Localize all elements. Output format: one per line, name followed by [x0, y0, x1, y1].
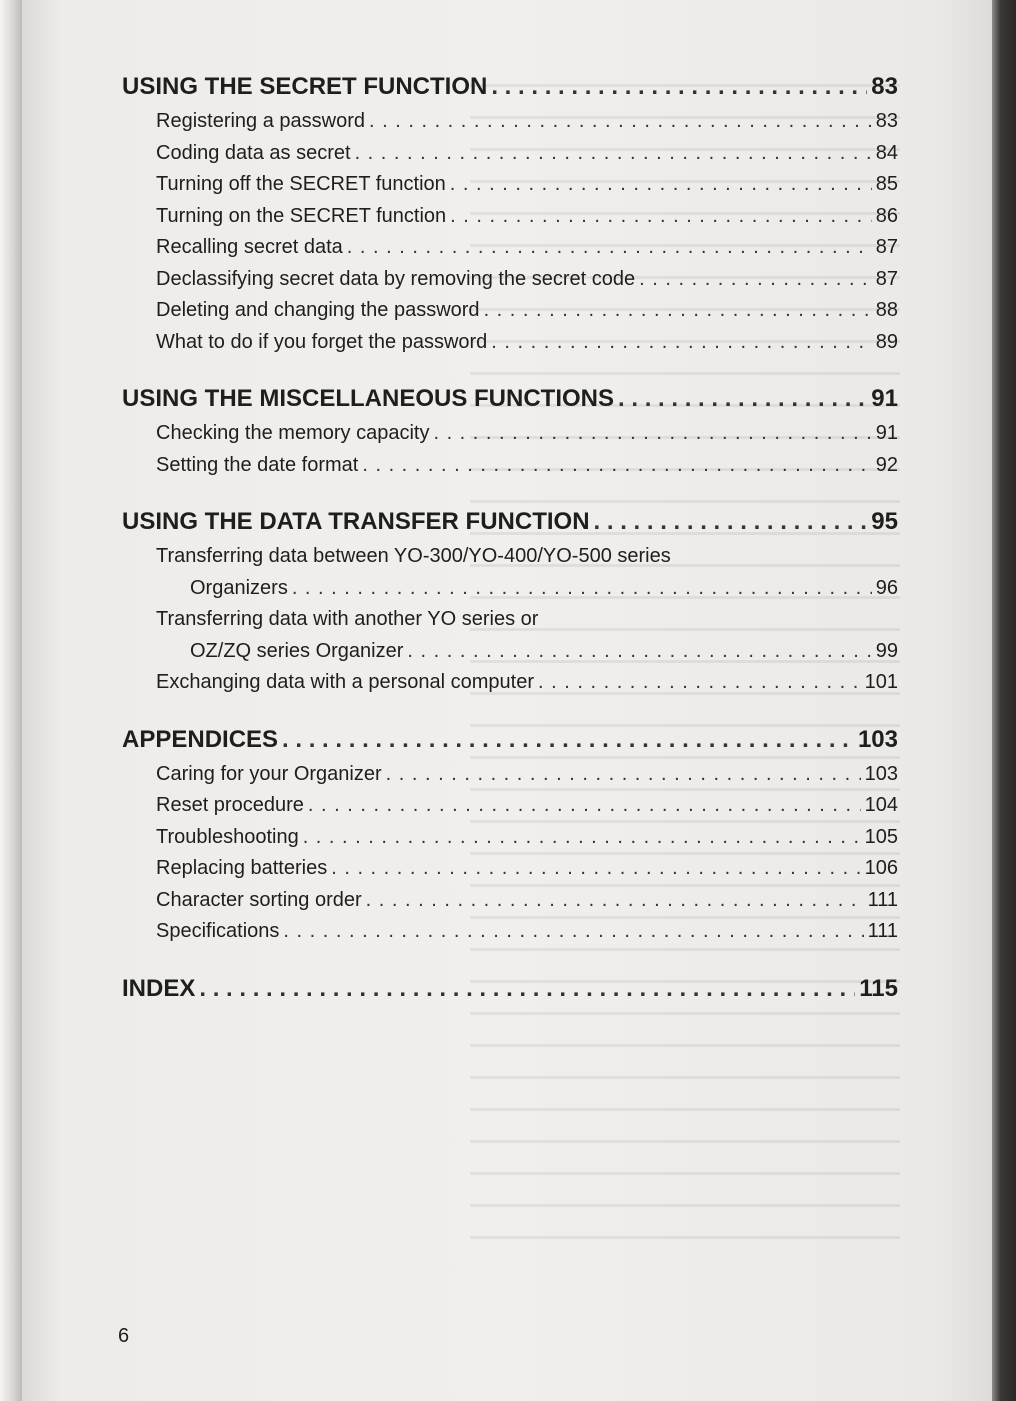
toc-entry-page: 111: [867, 920, 898, 942]
toc-entry-label: Organizers: [190, 576, 288, 599]
toc-heading-label: APPENDICES: [122, 725, 279, 753]
toc-entry-label: Setting the date format: [156, 453, 359, 476]
dot-leader: [292, 573, 872, 605]
page-number: 6: [118, 1325, 130, 1347]
toc-entry: [122, 232, 898, 264]
toc-entry: [122, 450, 898, 482]
dot-leader: [618, 380, 867, 418]
toc-section-appendices: [122, 721, 898, 948]
toc-entry-page: 85: [875, 173, 898, 195]
toc-heading: [122, 380, 898, 418]
dot-leader: [362, 450, 871, 482]
toc-entry-page: 105: [864, 825, 898, 848]
toc-entry: [122, 916, 898, 948]
dot-leader: [491, 327, 871, 359]
toc-entry-page: 111: [867, 888, 898, 911]
toc-entry-label: Declassifying secret data by removing the secret code: [156, 267, 636, 290]
toc-heading-page: 103: [857, 725, 898, 753]
toc-entry: [122, 106, 898, 138]
dot-leader: [369, 106, 872, 138]
toc-entry-label: Coding data as secret: [156, 141, 351, 164]
toc-entry-page: 84: [875, 141, 898, 164]
toc-heading-label: USING THE SECRET FUNCTION: [122, 73, 488, 100]
toc-section-index: [122, 970, 898, 1008]
dot-leader: [282, 721, 854, 759]
toc-entry: [122, 541, 898, 573]
toc-entry-label: Turning on the SECRET function: [156, 204, 447, 227]
toc-entry-label: Character sorting order: [156, 888, 362, 911]
toc-entry-label: Deleting and changing the password: [156, 299, 480, 321]
toc-entry-page: 88: [875, 299, 898, 321]
dot-leader: [491, 68, 867, 106]
toc-heading-label: USING THE DATA TRANSFER FUNCTION: [122, 508, 590, 535]
toc-entry: [122, 327, 898, 359]
dot-leader: [538, 667, 861, 699]
toc-heading: [122, 68, 898, 106]
dot-leader: [303, 822, 861, 854]
toc-entry-page: 103: [864, 762, 898, 785]
toc-heading-page: 115: [859, 974, 898, 1002]
toc-section-secret: [122, 68, 898, 358]
toc-entry: [122, 790, 898, 822]
toc-entry: [122, 604, 898, 636]
dot-leader: [639, 264, 872, 296]
toc-entry-label: Reset procedure: [156, 794, 304, 816]
dot-leader: [308, 790, 861, 822]
dot-leader: [355, 138, 872, 170]
dot-leader: [450, 169, 872, 201]
toc-entry-label: Checking the memory capacity: [156, 422, 430, 444]
toc-heading-page: 91: [871, 385, 898, 412]
toc-entry-label: Recalling secret data: [156, 236, 343, 258]
toc-entry-page: 83: [875, 110, 898, 132]
toc-section-miscellaneous: [122, 380, 898, 481]
dot-leader: [450, 201, 872, 233]
toc-entry-label: Registering a password: [156, 110, 365, 132]
toc-entry-page: 91: [875, 422, 898, 444]
toc-entry: [122, 885, 898, 917]
dot-leader: [433, 418, 871, 450]
toc-section-data-transfer: [122, 503, 898, 699]
toc-entry-label: Replacing batteries: [156, 857, 328, 879]
dot-leader: [594, 503, 868, 541]
toc-entry: [122, 822, 898, 854]
toc-entry: [122, 418, 898, 450]
dot-leader: [407, 636, 871, 668]
dot-leader: [331, 853, 860, 885]
toc-entry-label: Exchanging data with a personal computer: [156, 671, 535, 693]
toc-heading-page: 95: [871, 508, 898, 535]
toc-entry: [122, 264, 898, 296]
toc-heading-page: 83: [871, 73, 898, 100]
toc-entry-page: 96: [875, 576, 898, 599]
toc-heading-label: INDEX: [122, 974, 196, 1002]
toc-entry: [122, 169, 898, 201]
toc-heading: [122, 970, 898, 1008]
toc-entry-continuation: [122, 573, 898, 605]
dot-leader: [366, 885, 864, 917]
toc-entry-label: OZ/ZQ series Organizer: [190, 639, 404, 662]
toc-entry-label: Transferring data between YO-300/YO-400/YO-500 series: [156, 545, 671, 567]
toc-entry-page: 87: [875, 236, 898, 258]
toc-entry-page: 89: [875, 330, 898, 353]
toc-entry-label: Troubleshooting: [156, 825, 299, 848]
toc-entry-label: Caring for your Organizer: [156, 762, 382, 785]
dot-leader: [386, 759, 861, 791]
toc-entry-page: 99: [875, 639, 898, 662]
toc-entry: [122, 853, 898, 885]
dot-leader: [484, 295, 872, 327]
dot-leader: [283, 916, 863, 948]
toc-entry-page: 104: [864, 794, 898, 816]
toc-entry-label: Specifications: [156, 920, 280, 942]
page-gutter-shadow: [0, 0, 22, 1401]
toc-entry-page: 86: [875, 204, 898, 227]
toc-entry-continuation: [122, 636, 898, 668]
toc-entry: [122, 667, 898, 699]
toc-entry-page: 106: [864, 857, 898, 879]
book-spine: [992, 0, 1016, 1401]
toc-entry: [122, 201, 898, 233]
toc-heading: [122, 721, 898, 759]
toc-entry-page: 92: [875, 453, 898, 476]
toc-entry-label: Turning off the SECRET function: [156, 173, 446, 195]
toc-entry: [122, 295, 898, 327]
toc-entry: [122, 138, 898, 170]
toc-entry-page: 101: [864, 671, 898, 693]
toc-heading: [122, 503, 898, 541]
toc-entry-label: Transferring data with another YO series or: [156, 608, 539, 630]
dot-leader: [199, 970, 855, 1008]
toc-entry-label: What to do if you forget the password: [156, 330, 488, 353]
toc-entry-page: 87: [875, 267, 898, 290]
table-of-contents: [122, 68, 898, 1030]
toc-entry: [122, 759, 898, 791]
dot-leader: [347, 232, 872, 264]
toc-heading-label: USING THE MISCELLANEOUS FUNCTIONS: [122, 385, 615, 412]
